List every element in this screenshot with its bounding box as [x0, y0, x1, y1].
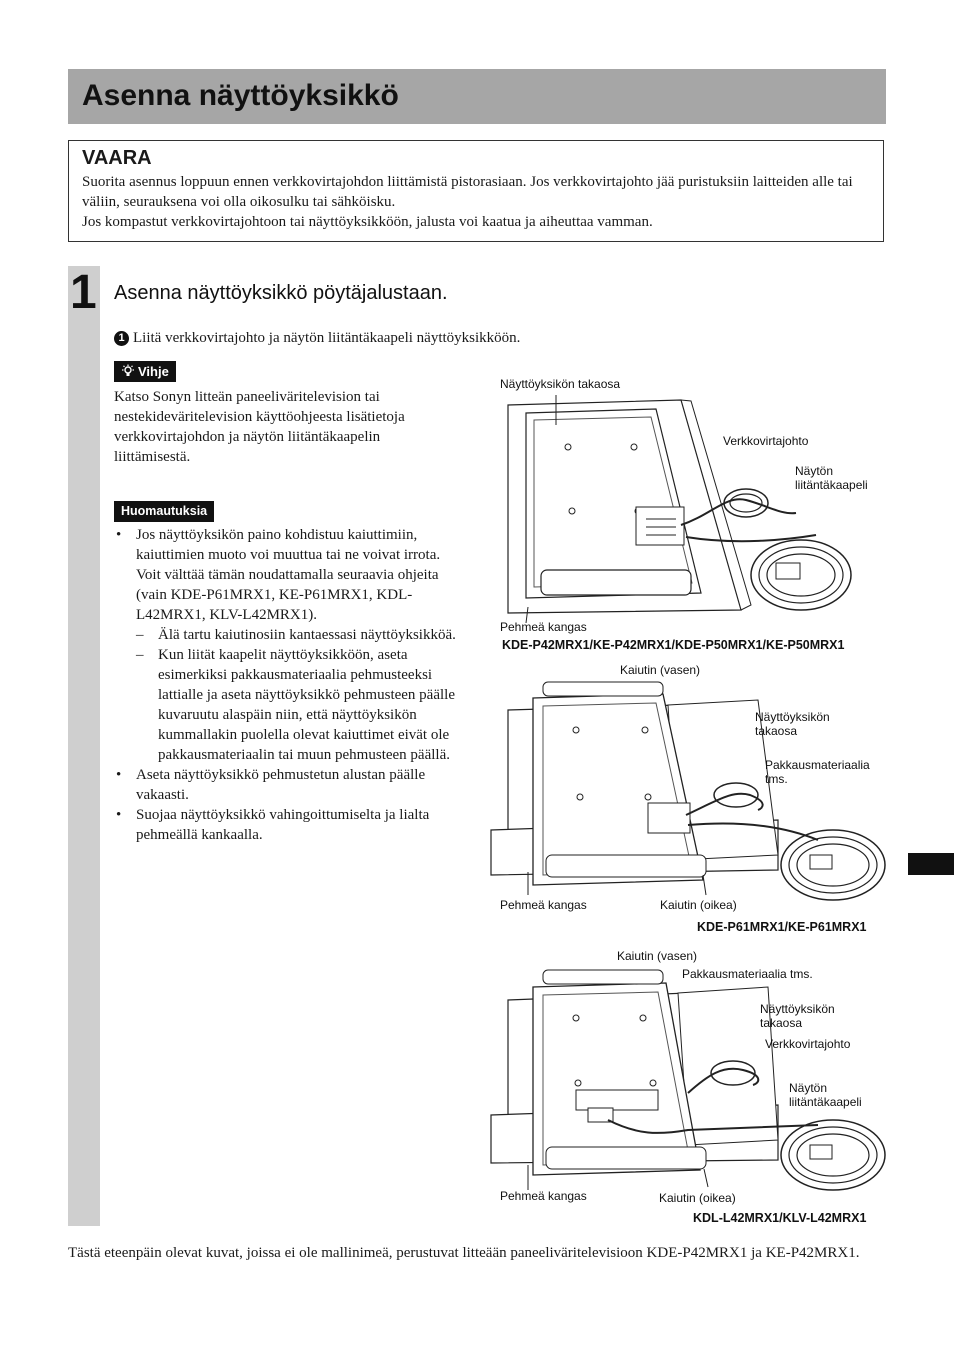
- substep-marker: 1: [114, 331, 129, 346]
- note-subtext-1: Älä tartu kaiutinosiin kantaessasi näyttöyksikköä.: [158, 627, 456, 643]
- step-sidebar: [68, 266, 100, 1226]
- note-item: [114, 765, 459, 805]
- diagram-1-illustration: [496, 395, 886, 620]
- substep-text: Liitä verkkovirtajohto ja näytön liitäntäkaapeli näyttöyksikköön.: [133, 330, 521, 346]
- diagram-1-label-power: Verkkovirtajohto: [723, 434, 809, 448]
- diagram-1-model: KDE-P42MRX1/KE-P42MRX1/KDE-P50MRX1/KE-P50MRX1: [502, 638, 845, 652]
- tip-label: Vihje: [138, 364, 169, 379]
- diagram-3-label-power: Verkkovirtajohto: [765, 1037, 851, 1051]
- diagram-3-label-speaker-left: Kaiutin (vasen): [617, 949, 698, 963]
- footer-note: Tästä eteenpäin olevat kuvat, joissa ei ole mallinimeä, perustuvat litteään paneeliväritelevisioon KDE-P42MRX1 ja KE-P42MRX1.: [68, 1245, 860, 1261]
- notes-badge: Huomautuksia: [114, 501, 214, 522]
- warning-text-1: Suorita asennus loppuun ennen verkkovirtajohdon liittämistä pistorasiaan. Jos verkkovirtajohto jää puristuksiin laitteiden alle tai väliin, seurauksena voi olla oikosulku tai sähköisku.: [82, 174, 853, 210]
- page-title: Asenna näyttöyksikkö: [82, 79, 399, 112]
- diagram-3-model: KDL-L42MRX1/KLV-L42MRX1: [693, 1211, 867, 1225]
- note-text-2: Aseta näyttöyksikkö pehmustetun alustan päälle vakaasti.: [136, 767, 426, 803]
- note-subitem: [136, 625, 459, 645]
- diagram-1-label-cloth: Pehmeä kangas: [500, 620, 587, 634]
- note-text-3: Suojaa näyttöyksikkö vahingoittumiselta ja lialta pehmeällä kankaalla.: [136, 807, 430, 843]
- note-sublist: [136, 625, 459, 765]
- diagram-3-label-cable: Näytön liitäntäkaapeli: [789, 1081, 862, 1109]
- diagram-3-label-speaker-right: Kaiutin (oikea): [659, 1191, 736, 1205]
- diagram-2-label-packing: Pakkausmateriaalia tms.: [765, 758, 870, 786]
- step-number: 1: [70, 266, 97, 319]
- tip-badge: [114, 361, 176, 382]
- diagram-3-label-packing: Pakkausmateriaalia tms.: [682, 967, 813, 981]
- warning-title: VAARA: [82, 147, 152, 169]
- note-subitem: [136, 645, 459, 765]
- diagram-2-label-speaker-right: Kaiutin (oikea): [660, 898, 737, 912]
- lightbulb-icon: [121, 364, 135, 378]
- diagram-2-label-speaker-left: Kaiutin (vasen): [620, 663, 701, 677]
- notes-list: [114, 525, 459, 845]
- step-heading: Asenna näyttöyksikkö pöytäjalustaan.: [114, 282, 448, 304]
- note-item: [114, 525, 459, 765]
- diagram-2-label-cloth: Pehmeä kangas: [500, 898, 587, 912]
- note-subtext-2: Kun liität kaapelit näyttöyksikköön, aseta esimerkiksi pakkausmateriaalia pehmusteeksi lattialle ja aseta näyttöyksikkö pehmusteen päälle kuvaruutu alaspäin niin, että näyttöyksikön kummallakin puolella olevat kaiuttimet eivät ole pakkausmateriaalin tai muun pehmusteen päällä.: [158, 647, 455, 763]
- tip-text: Katso Sonyn litteän paneeliväritelevision tai nestekideväritelevision käyttöohjeesta lisätietoja verkkovirtajohdon ja näytön liitäntäkaapelin liittämisestä.: [114, 389, 405, 465]
- diagram-1-label-back: Näyttöyksikön takaosa: [500, 377, 621, 391]
- warning-box: [68, 140, 884, 242]
- diagram-3-label-back: Näyttöyksikön takaosa: [760, 1002, 835, 1030]
- diagram-1-label-cable: Näytön liitäntäkaapeli: [795, 464, 868, 492]
- diagram-3-label-cloth: Pehmeä kangas: [500, 1189, 587, 1203]
- diagram-3-illustration: [488, 965, 886, 1190]
- page-title-bar: [68, 69, 886, 124]
- substep: [114, 328, 520, 348]
- diagram-2-label-back: Näyttöyksikön takaosa: [755, 710, 830, 738]
- note-item: [114, 805, 459, 845]
- note-text-1: Jos näyttöyksikön paino kohdistuu kaiuttimiin, kaiuttimien muoto voi muuttua tai ne voivat irrota. Voit välttää tämän noudattamalla seuraavia ohjeita (vain KDE-P61MRX1, KE-P61MRX1, KDL-L42MRX1, KLV-L42MRX1).: [136, 527, 441, 623]
- warning-text-2: Jos kompastut verkkovirtajohtoon tai näyttöyksikköön, jalusta voi kaatua ja aiheuttaa vamman.: [82, 214, 653, 230]
- section-thumb-tab: [908, 853, 954, 875]
- diagram-2-model: KDE-P61MRX1/KE-P61MRX1: [697, 920, 867, 934]
